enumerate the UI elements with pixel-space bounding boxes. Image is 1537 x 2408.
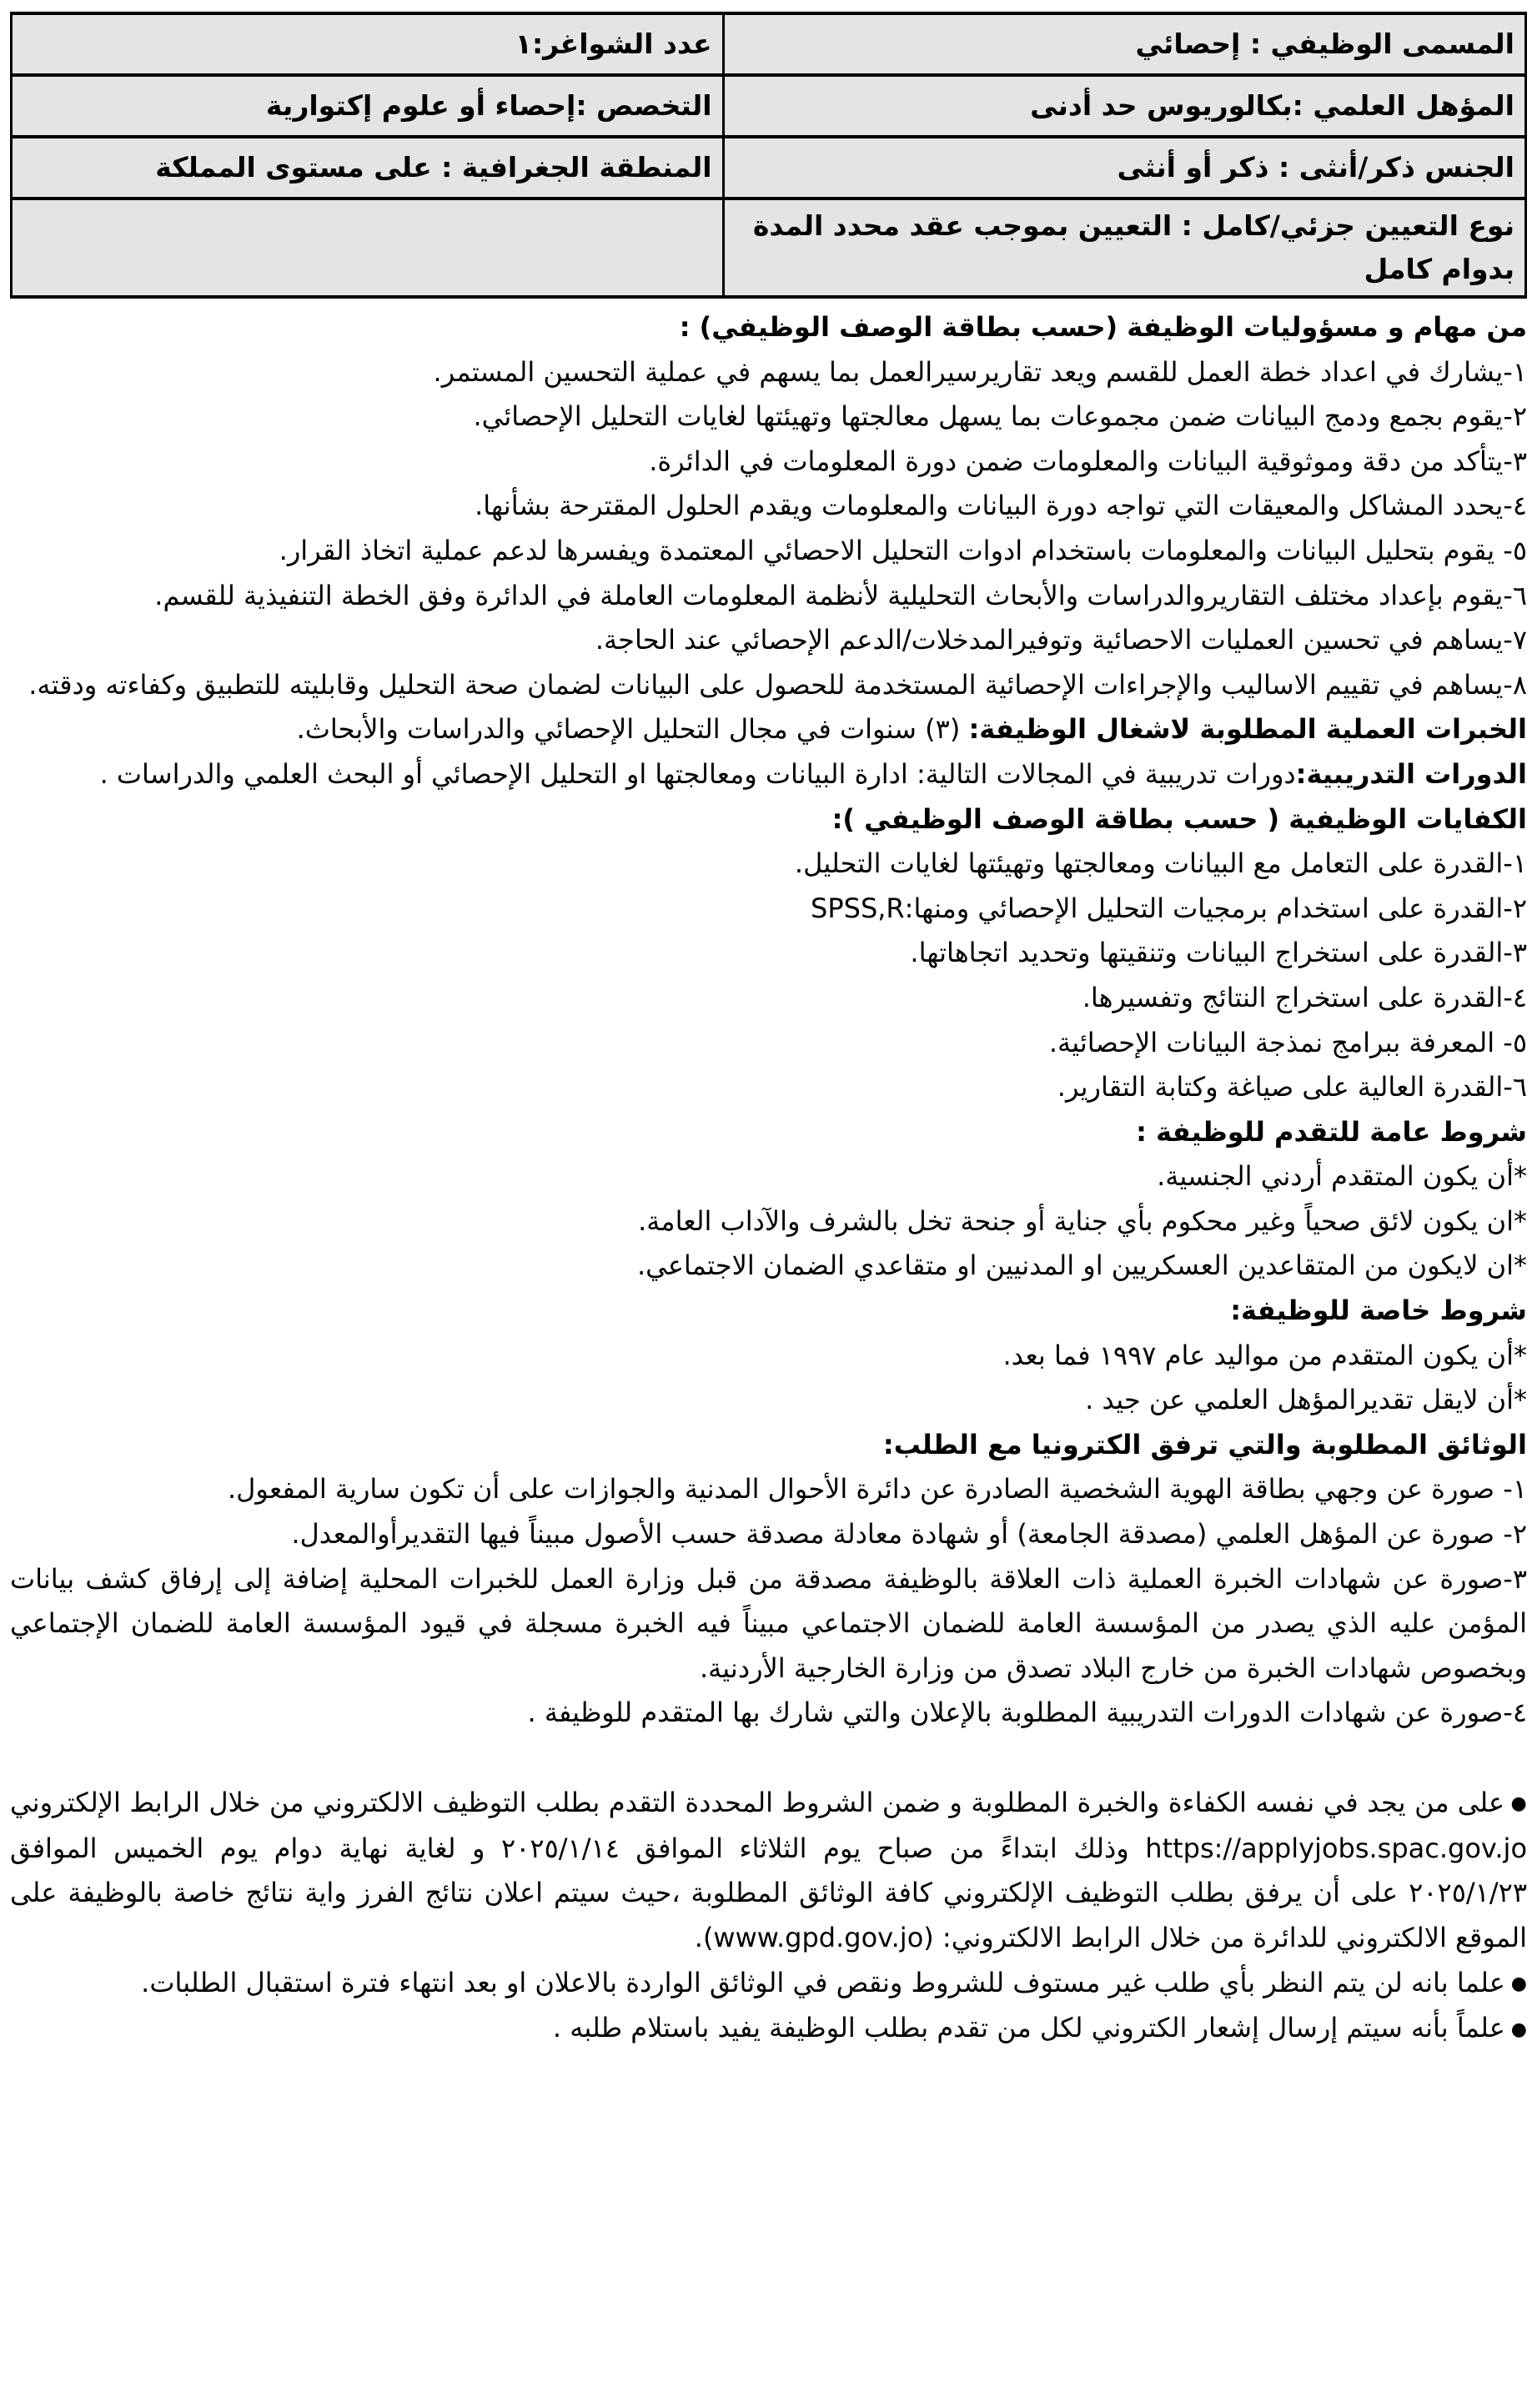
duty-item: ١-يشارك في اعداد خطة العمل للقسم ويعد تقاريرسيرالعمل بما يسهم في عملية التحسين المستمر. (433, 355, 1527, 388)
condition-item: *ان يكون لائق صحياً وغير محكوم بأي جناية أو جنحة تخل بالشرف والآداب العامة. (638, 1204, 1527, 1237)
document-item: ٣-صورة عن شهادات الخبرة العملية ذات العلاقة بالوظيفة مصدقة من قبل وزارة العمل للخبرات المحلية إضافة إلى إرفاق كشف بيانات المؤمن عليه الذي يصدر من المؤسسة العامة للضمان الاجتماعي مبيناً فيه الخبرة مسجلة في قيود المؤسسة العامة للضمان الإجتماعي وبخصوص شهادات الخبرة من خارج البلاد تصدق من وزارة الخارجية الأردنية. (10, 1562, 1527, 1684)
job-info-table (10, 12, 1527, 299)
duty-item: ٣-يتأكد من دقة وموثوقية البيانات والمعلومات ضمن دورة المعلومات في الدائرة. (649, 445, 1527, 477)
special-conditions-heading: شروط خاصة للوظيفة: (1230, 1294, 1527, 1327)
competencies-heading: الكفايات الوظيفية ( حسب بطاقة الوصف الوظيفي ): (831, 802, 1527, 835)
appointment-type-cell: نوع التعيين جزئي/كامل : التعيين بموجب عقد محدد المدة بدوام كامل (723, 199, 1525, 297)
experience-text: (٣) سنوات في مجال التحليل الإحصائي والدراسات والأبحاث. (296, 713, 969, 746)
competency-item: ٢-القدرة على استخدام برمجيات التحليل الإحصائي ومنها:SPSS,R (811, 892, 1527, 924)
condition-item: *أن لايقل تقديرالمؤهل العلمي عن جيد . (1085, 1384, 1527, 1416)
duty-item: ٥- يقوم بتحليل البيانات والمعلومات باستخدام ادوات التحليل الاحصائي المعتمدة ويفسرها لدعم عملية اتخاذ القرار. (279, 534, 1527, 566)
table-row (12, 137, 1526, 199)
competency-item: ٣-القدرة على استخراج البيانات وتنقيتها وتحديد اتجاهاتها. (910, 937, 1527, 969)
training-text: دورات تدريبية في المجالات التالية: ادارة البيانات ومعالجتها او التحليل الإحصائي أو البحث العلمي والدراسات . (99, 757, 1296, 790)
duty-item: ٢-يقوم بجمع ودمج البيانات ضمن مجموعات بما يسهل معالجتها وتهيئتها لغايات التحليل الإحصائي. (473, 400, 1527, 433)
duty-item: ٨-يساهم في تقييم الاساليب والإجراءات الإحصائية المستخدمة للحصول على البيانات لضمان صحة التحليل وقابليته للتطبيق وكفاءته ودقته. (28, 668, 1527, 701)
training-line (10, 752, 1527, 797)
document-item: ٢- صورة عن المؤهل العلمي (مصدقة الجامعة) أو شهادة معادلة مصدقة حسب الأصول مبيناً فيها التقديرأوالمعدل. (291, 1518, 1527, 1551)
duty-item: ٦-يقوم بإعداد مختلف التقاريروالدراسات والأبحاث التحليلية لأنظمة المعلومات العاملة في الدائرة وفق الخطة التنفيذية للقسم. (154, 579, 1527, 611)
experience-label: الخبرات العملية المطلوبة لاشغال الوظيفة: (968, 713, 1527, 746)
announcement-body (10, 305, 1527, 2052)
condition-item: *ان لايكون من المتقاعدين العسكريين او المدنيين او متقاعدي الضمان الاجتماعي. (636, 1249, 1527, 1282)
specialization-cell: التخصص :إحصاء أو علوم إكتوارية (12, 75, 724, 137)
competency-item: ٤-القدرة على استخراج النتائج وتفسيرها. (1082, 981, 1527, 1013)
note-item: ● على من يجد في نفسه الكفاءة والخبرة المطلوبة و ضمن الشروط المحددة التقدم بطلب التوظيف الالكتروني من خلال الرابط الإلكتروني https://applyjobs.spac.gov.jo وذلك ابتداءً من صباح يوم الثلاثاء الموافق ٢٠٢٥/١/١٤ و لغاية نهاية دوام يوم الخميس الموافق ٢٠٢٥/١/٢٣ على أن يرفق بطلب التوظيف الإلكتروني كافة الوثائق المطلوبة ،حيث سيتم اعلان نتائج الفرز واية نتائج خاصة بالوظيفة على الموقع الالكتروني للدائرة من خلال الرابط الالكتروني: (www.gpd.gov.jo). (10, 1781, 1527, 1961)
competency-item: ٥- المعرفة ببرامج نمذجة البيانات الإحصائية. (1048, 1026, 1527, 1058)
table-row (12, 13, 1526, 75)
training-label: الدورات التدريبية: (1295, 757, 1527, 790)
note-item: ● علماً بأنه سيتم إرسال إشعار الكتروني لكل من تقدم بطلب الوظيفة يفيد باستلام طلبه . (10, 2006, 1527, 2052)
condition-item: *أن يكون المتقدم من مواليد عام ١٩٩٧ فما بعد. (1002, 1339, 1527, 1371)
general-conditions-heading: شروط عامة للتقدم للوظيفة : (1136, 1115, 1527, 1148)
documents-heading: الوثائق المطلوبة والتي ترفق الكترونيا مع الطلب: (882, 1428, 1527, 1460)
duty-item: ٧-يساهم في تحسين العمليات الاحصائية وتوفيرالمدخلات/الدعم الإحصائي عند الحاجة. (595, 624, 1527, 656)
duties-heading: من مهام و مسؤوليات الوظيفة (حسب بطاقة الوصف الوظيفي) : (679, 311, 1527, 343)
qualification-cell: المؤهل العلمي :بكالوريوس حد أدنى (723, 75, 1525, 137)
note-item: ● علما بانه لن يتم النظر بأي طلب غير مستوف للشروط ونقص في الوثائق الواردة بالاعلان او بعد انتهاء فترة استقبال الطلبات. (10, 1961, 1527, 2007)
gender-cell: الجنس ذكر/أنثى : ذكر أو أنثى (723, 137, 1525, 199)
document-item: ٤-صورة عن شهادات الدورات التدريبية المطلوبة بالإعلان والتي شارك بها المتقدم للوظيفة . (527, 1697, 1527, 1729)
condition-item: *أن يكون المتقدم أردني الجنسية. (1157, 1160, 1527, 1193)
table-row (12, 199, 1526, 297)
job-announcement (10, 0, 1527, 2052)
competency-item: ١-القدرة على التعامل مع البيانات ومعالجتها وتهيئتها لغايات التحليل. (794, 847, 1527, 880)
experience-line (10, 707, 1527, 752)
duty-item: ٤-يحدد المشاكل والمعيقات التي تواجه دورة البيانات والمعلومات ويقدم الحلول المقترحة بشأنها. (475, 490, 1527, 522)
region-cell: المنطقة الجغرافية : على مستوى المملكة (12, 137, 724, 199)
document-item: ١- صورة عن وجهي بطاقة الهوية الشخصية الصادرة عن دائرة الأحوال المدنية والجوازات على أن تكون سارية المفعول. (227, 1473, 1527, 1506)
vacancies-cell: عدد الشواغر:١ (12, 13, 724, 75)
competency-item: ٦-القدرة العالية على صياغة وكتابة التقارير. (1057, 1071, 1527, 1103)
empty-cell (12, 199, 724, 297)
table-row (12, 75, 1526, 137)
job-title-cell: المسمى الوظيفي : إحصائي (723, 13, 1525, 75)
